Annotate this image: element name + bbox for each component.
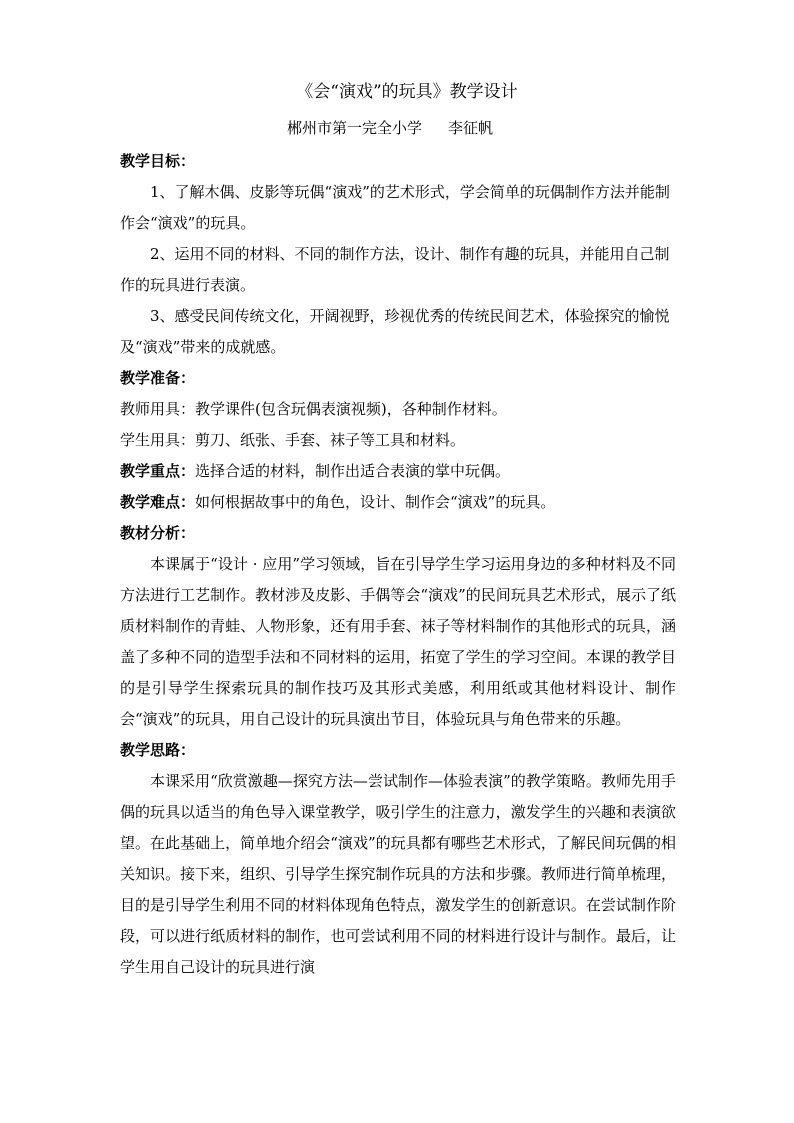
key-point-text: 选择合适的材料，制作出适合表演的掌中玩偶。	[195, 462, 511, 480]
approach-text: 本课采用“欣赏激趣—探究方法—尝试制作—体验表演”的教学策略。教师先用手偶的玩具以适当的角色导入课堂教学，吸引学生的注意力，激发学生的兴趣和表演欲望。在此基础上，简单地介绍会“演戏”的玩具都有哪些艺术形式，了解民间玩偶的相关知识。接下来，组织、引导学生探究制作玩具的方法和步骤。教师进行简单梳理，目的是引导学生利用不同的材料体现角色特点，激发学生的创新意识。在尝试制作阶段，可以进行纸质材料的制作，也可尝试利用不同的材料进行设计与制作。最后，让学生用自己设计的玩具进行演	[120, 772, 676, 976]
difficulty-label: 教学难点：	[120, 493, 196, 511]
objective-item-3: 3、感受民间传统文化，开阔视野，珍视优秀的传统民间艺术，体验探究的愉悦及“演戏”带来的成就感。	[120, 307, 670, 356]
document-title: 《会“演戏”的玩具》教学设计	[296, 82, 518, 102]
author-line	[287, 117, 493, 139]
teacher-name: 李征帆	[448, 119, 494, 137]
preparation-heading: 教学准备：	[120, 369, 196, 387]
teacher-tools: 教师用具：教学课件(包含玩偶表演视频)，各种制作材料。	[120, 400, 507, 418]
document-body	[120, 146, 676, 983]
key-point-label: 教学重点：	[120, 462, 196, 480]
analysis-heading: 教材分析：	[120, 524, 196, 542]
objective-item-1: 1、了解木偶、皮影等玩偶“演戏”的艺术形式，学会简单的玩偶制作方法并能制作会“演戏”的玩具。	[120, 183, 670, 232]
objectives-heading: 教学目标：	[120, 152, 196, 170]
approach-heading: 教学思路：	[120, 741, 196, 759]
objective-item-2: 2、运用不同的材料、不同的制作方法，设计、制作有趣的玩具，并能用自己制作的玩具进行表演。	[120, 245, 670, 294]
school-name: 郴州市第一完全小学	[287, 119, 423, 137]
difficulty-text: 如何根据故事中的角色，设计、制作会“演戏”的玩具。	[195, 493, 556, 511]
analysis-text: 本课属于“设计 · 应用”学习领域，旨在引导学生学习运用身边的多种材料及不同方法进行工艺制作。教材涉及皮影、手偶等会“演戏”的民间玩具艺术形式，展示了纸质材料制作的青蛙、人物形象，还有用手套、袜子等材料制作的其他形式的玩具，涵盖了多种不同的造型手法和不同材料的运用，拓宽了学生的学习空间。本课的教学目的是引导学生探索玩具的制作技巧及其形式美感，利用纸或其他材料设计、制作会“演戏”的玩具，用自己设计的玩具演出节目，体验玩具与角色带来的乐趣。	[120, 555, 676, 728]
key-point-paragraph	[120, 456, 676, 487]
student-tools: 学生用具：剪刀、纸张、手套、袜子等工具和材料。	[120, 431, 466, 449]
difficulty-paragraph	[120, 487, 676, 518]
